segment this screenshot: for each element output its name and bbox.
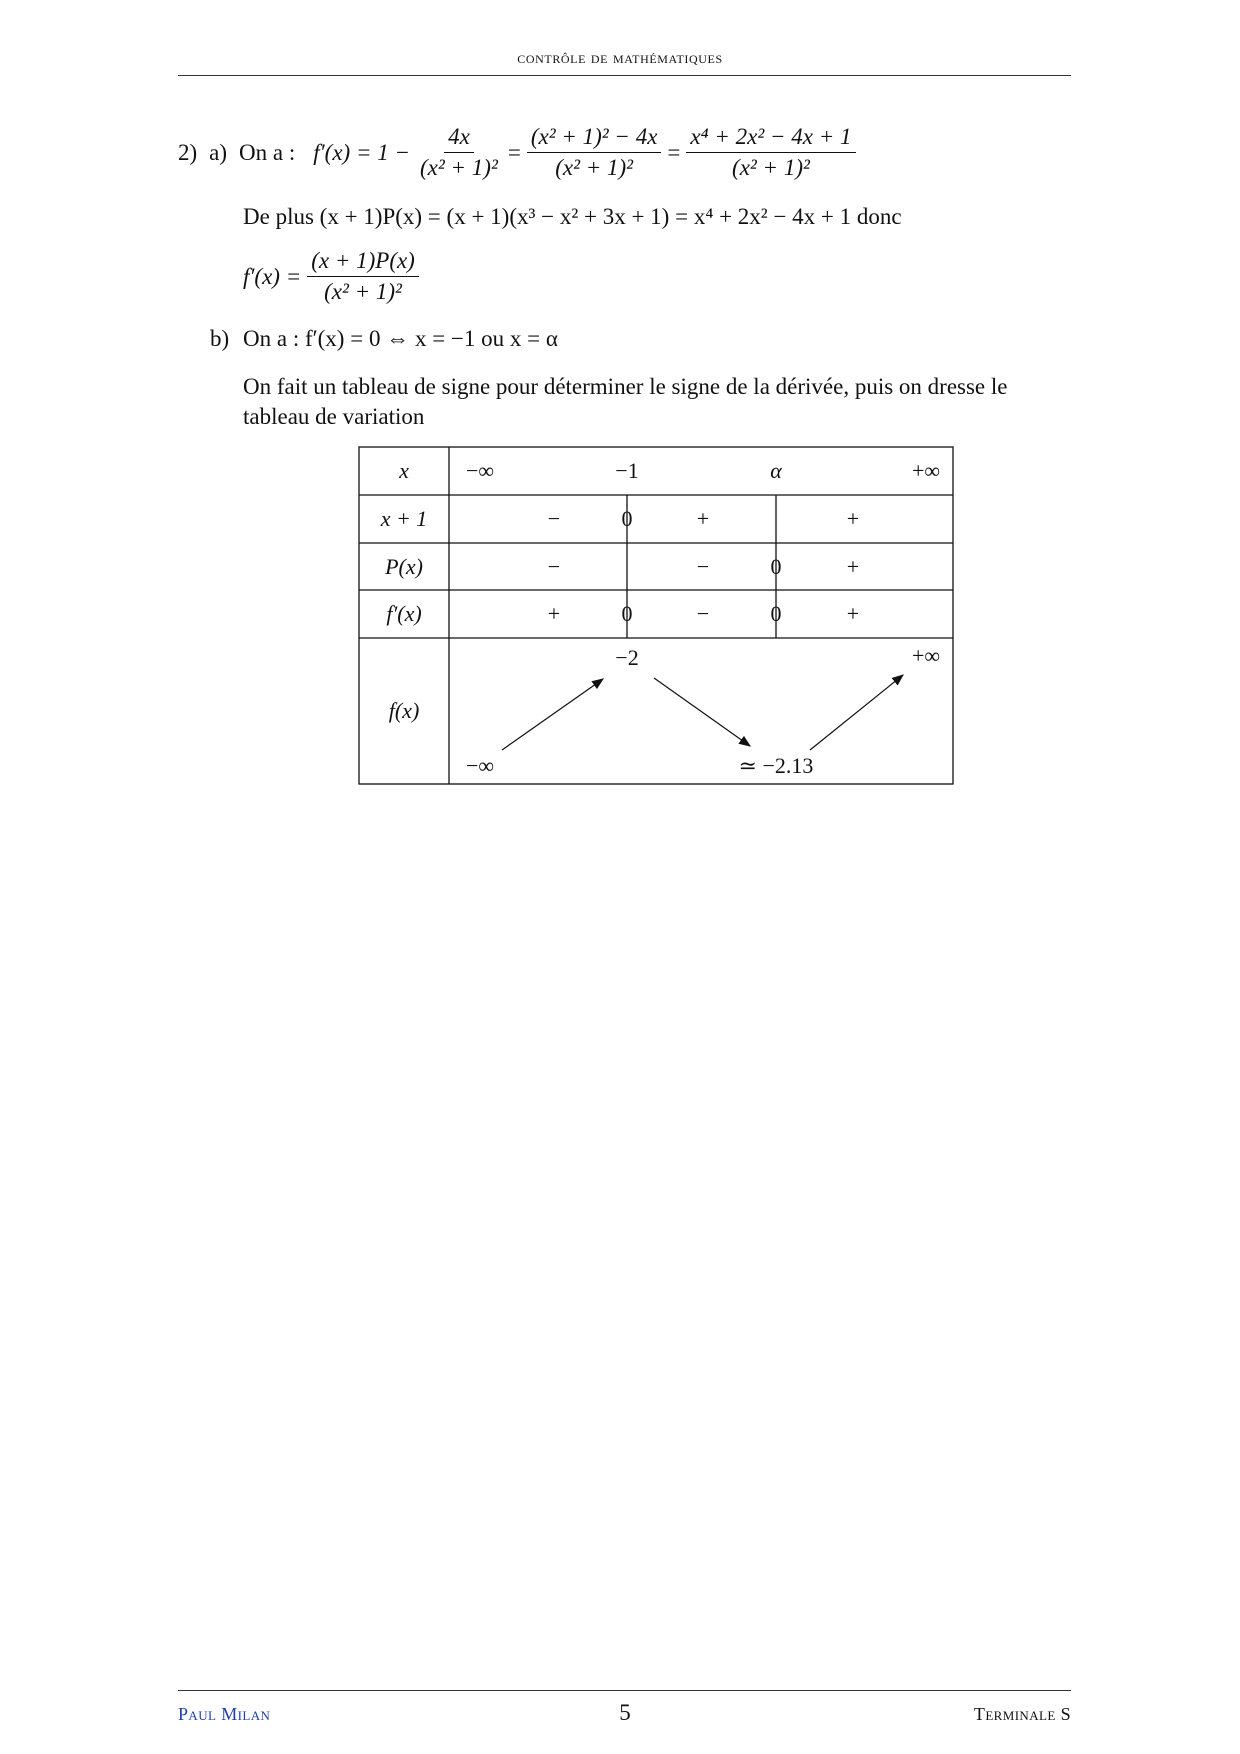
fraction-1-denominator: (x² + 1)² <box>420 155 498 180</box>
fraction-4 <box>307 248 419 305</box>
sign-cell: + <box>846 601 860 626</box>
variation-table-grid <box>358 446 954 786</box>
fraction-2-numerator: (x² + 1)² − 4x <box>527 124 662 153</box>
derivative-lhs-2: f′(x) = <box>243 263 302 289</box>
part-a-label: a) <box>209 139 228 165</box>
fraction-1 <box>416 124 502 181</box>
equals-sign: = <box>667 139 681 165</box>
fraction-3-denominator: (x² + 1)² <box>732 155 810 180</box>
variation-end-value: +∞ <box>911 643 941 668</box>
increase-arrow-2 <box>810 675 903 750</box>
part-b-paragraph: On fait un tableau de signe pour déterminer le signe de la dérivée, puis on dresse le tableau de variation <box>243 374 1008 429</box>
part-a-line-3 <box>243 248 425 305</box>
header-rule <box>178 75 1071 76</box>
part-b-line-1: On a : f′(x) = 0 ⇔ x = −1 ou x = α <box>243 326 558 351</box>
part-b-label: b) <box>210 326 230 351</box>
fraction-4-numerator: (x + 1)P(x) <box>307 248 419 277</box>
sign-zero: 0 <box>621 506 633 531</box>
fraction-2 <box>527 124 662 181</box>
part-a-intro: On a : <box>239 139 296 165</box>
x-value-minus-infinity: −∞ <box>465 458 495 483</box>
row-label-x: x <box>399 458 409 483</box>
sign-zero: 0 <box>770 601 782 626</box>
sign-cell: + <box>846 506 860 531</box>
equals-sign: = <box>507 139 521 165</box>
row-label-x-plus-1: x + 1 <box>380 506 428 531</box>
decrease-arrow <box>654 678 750 746</box>
sign-cell: + <box>846 554 860 579</box>
derivative-lhs: f′(x) = 1 − <box>313 139 411 165</box>
sign-cell: − <box>547 506 561 531</box>
sign-zero: 0 <box>770 554 782 579</box>
sign-cell: + <box>696 506 710 531</box>
fraction-1-numerator: 4x <box>444 124 474 153</box>
footer-author: Paul Milan <box>178 1704 271 1724</box>
variation-min-value: ≃ −2.13 <box>738 753 814 778</box>
table-border <box>359 447 953 784</box>
fraction-2-denominator: (x² + 1)² <box>555 155 634 180</box>
part-a-line-2: De plus (x + 1)P(x) = (x + 1)(x³ − x² + 3x + 1) = x⁴ + 2x² − 4x + 1 donc <box>243 204 902 229</box>
sign-cell: − <box>547 554 561 579</box>
sign-cell: − <box>696 601 710 626</box>
sign-cell: + <box>547 601 561 626</box>
row-label-p-x: P(x) <box>385 554 423 579</box>
fraction-3 <box>686 124 855 181</box>
increase-arrow-1 <box>502 679 603 750</box>
footer-page-number: 5 <box>619 1700 631 1725</box>
fraction-3-numerator: x⁴ + 2x² − 4x + 1 <box>686 124 855 153</box>
sign-cell: − <box>696 554 710 579</box>
x-value-alpha: α <box>770 458 782 483</box>
footer-class: Terminale S <box>973 1704 1071 1724</box>
x-value-minus-one: −1 <box>615 458 639 483</box>
x-value-plus-infinity: +∞ <box>911 458 941 483</box>
part-a-equation <box>178 124 862 181</box>
variation-max-value: −2 <box>615 645 639 670</box>
footer-rule <box>178 1690 1071 1691</box>
variation-table <box>358 446 954 786</box>
page-header-title: contrôle de mathématiques <box>517 48 723 67</box>
row-label-f-prime: f′(x) <box>386 601 422 626</box>
question-number: 2) <box>178 139 198 165</box>
sign-zero: 0 <box>621 601 633 626</box>
variation-start-value: −∞ <box>465 753 495 778</box>
fraction-4-denominator: (x² + 1)² <box>324 279 402 304</box>
row-label-f-x: f(x) <box>388 698 420 723</box>
